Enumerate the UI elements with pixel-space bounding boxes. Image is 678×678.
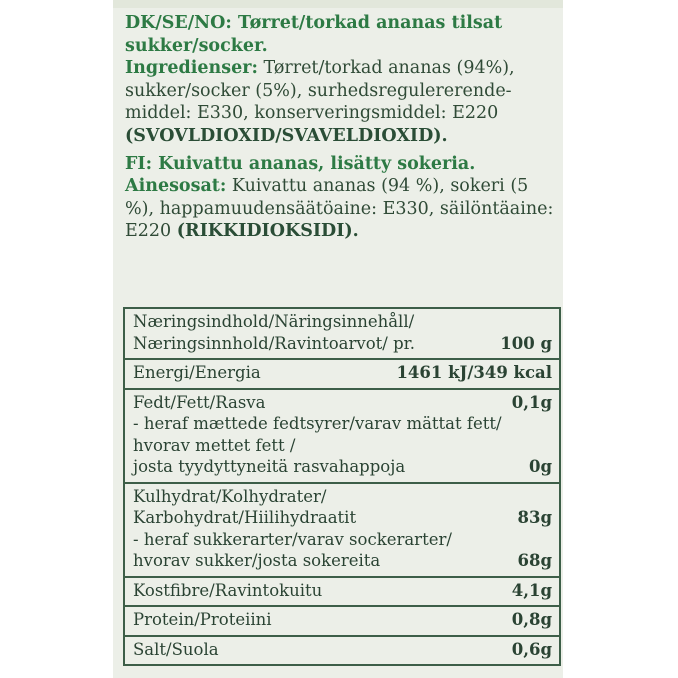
- nutrition-header-line1: Næringsindhold/Näringsinnehåll/: [133, 312, 415, 331]
- salt-row: [125, 635, 559, 665]
- fat-label: Fedt/Fett/Rasva: [133, 392, 266, 412]
- carbohydrate-label-line2: Karbohydrat/Hiilihydraatit: [133, 508, 357, 527]
- salt-value: 0,6g: [511, 639, 552, 659]
- ingredients-text-fi: Kuivattu ananas (94 %), sokeri (5 %), happamuudensäätöaine: E330, säilöntäaine: E220: [125, 176, 554, 242]
- sugars-line1: - heraf sukkerarter/varav sockerarter/: [133, 529, 452, 549]
- energy-row: [125, 358, 559, 388]
- saturated-fat-line1: - heraf mættede fedtsyrer/varav mättat fett/: [133, 414, 502, 433]
- nutrition-table: [123, 307, 561, 666]
- ingredients-section: [125, 12, 561, 243]
- energy-label: Energi/Energia: [133, 363, 261, 382]
- salt-label: Salt/Suola: [133, 639, 219, 659]
- product-name-fi: FI: Kuivattu ananas, lisätty sokeria.: [125, 153, 476, 174]
- nutrition-per-amount: 100 g: [500, 333, 552, 353]
- protein-value: 0,8g: [511, 610, 552, 629]
- sugars-line2: hvorav sukker/josta sokereita: [133, 551, 381, 570]
- saturated-fat-line2: hvorav mettet fett /: [133, 435, 296, 455]
- sugars-value: 68g: [517, 551, 552, 570]
- carbohydrate-row: [125, 482, 559, 576]
- allergen-dk: (SVOVLDIOXID/SVAVELDIOXID).: [125, 125, 448, 146]
- nutrition-header-line2: Næringsinnhold/Ravintoarvot/ pr.: [133, 333, 415, 353]
- ingredients-dk: [125, 12, 561, 148]
- fibre-row: [125, 576, 559, 606]
- energy-value: 1461 kJ/349 kcal: [396, 363, 552, 382]
- saturated-fat-value: 0g: [528, 457, 552, 476]
- fibre-label: Kostfibre/Ravintokuitu: [133, 580, 323, 600]
- protein-row: [125, 605, 559, 635]
- fat-row: [125, 388, 559, 482]
- carbohydrate-value: 83g: [517, 508, 552, 527]
- ingredients-label-dk: Ingredienser:: [125, 58, 258, 79]
- carbohydrate-label-line1: Kulhydrat/Kolhydrater/: [133, 486, 327, 506]
- allergen-fi: (RIKKIDIOKSIDI).: [176, 221, 359, 242]
- ingredients-text-dk: Tørret/torkad ananas (94%), sukker/socker (5%), surhedsregulererende-middel: E330, konserveringsmiddel: E220: [125, 58, 515, 124]
- fibre-value: 4,1g: [511, 580, 552, 600]
- nutrition-header-row: [125, 309, 559, 358]
- ingredients-fi: [125, 153, 561, 243]
- ingredients-label-fi: Ainesosat:: [125, 176, 227, 197]
- saturated-fat-line3: josta tyydyttyneitä rasvahappoja: [133, 457, 406, 476]
- product-name-dk: DK/SE/NO: Tørret/torkad ananas tilsat sukker/socker.: [125, 13, 503, 56]
- protein-label: Protein/Proteiini: [133, 610, 272, 629]
- fat-value: 0,1g: [511, 392, 552, 412]
- product-label: [113, 0, 563, 678]
